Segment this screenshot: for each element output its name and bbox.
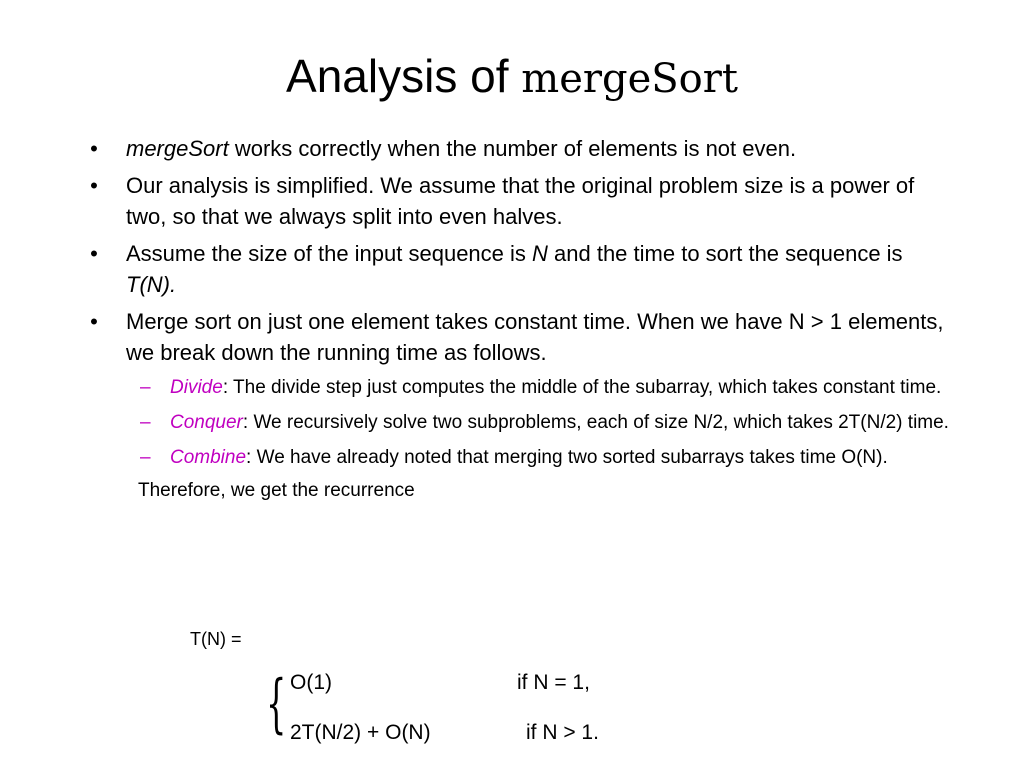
bullet-text: Assume the size of the input sequence is (126, 241, 533, 266)
bullet-emphasis: T(N). (126, 272, 177, 297)
bullet-text: Merge sort on just one element takes constant time. When we have N > 1 elements, we break down the running time as follows. (126, 309, 944, 365)
sub-marker: – (140, 447, 151, 468)
sub-keyword: Conquer (170, 412, 243, 433)
bullet-text: works correctly when the number of elements is not even. (228, 136, 797, 161)
bullet-list (84, 133, 954, 504)
case-2-value: 2T(N/2) + O(N) (290, 721, 431, 744)
sub-keyword: Divide (170, 377, 223, 398)
bullet-marker: • (90, 309, 98, 334)
sub-item-divide (84, 374, 954, 401)
bullet-text: Our analysis is simplified. We assume that the original problem size is a power of two, so that we always split into even halves. (126, 173, 915, 229)
title-code: mergeSort (521, 56, 738, 102)
bullet-text: and the time to sort the sequence is (547, 241, 903, 266)
title-text: Analysis of (286, 50, 522, 102)
therefore-text: Therefore, we get the recurrence (138, 480, 415, 501)
sub-text: : We have already noted that merging two sorted subarrays takes time O(N). (246, 447, 888, 468)
bullet-item (84, 238, 954, 300)
bullet-marker: • (90, 136, 98, 161)
sub-text: : The divide step just computes the middle of the subarray, which takes constant time. (222, 377, 942, 398)
brace-icon: { (266, 667, 287, 741)
sub-marker: – (140, 412, 151, 433)
sub-marker: – (140, 377, 151, 398)
slide-title (0, 44, 1024, 111)
bullet-item (84, 170, 954, 232)
recurrence-lhs: T(N) = (190, 629, 242, 649)
bullet-marker: • (90, 241, 98, 266)
bullet-marker: • (90, 173, 98, 198)
sub-item-conquer (84, 409, 954, 436)
sub-text: : We recursively solve two subproblems, each of size N/2, which takes 2T(N/2) time. (242, 412, 949, 433)
sub-item-combine (84, 444, 954, 471)
bullet-item (84, 133, 954, 164)
case-2-condition: if N > 1. (526, 721, 599, 744)
case-1-condition: if N = 1, (517, 671, 590, 694)
case-1-value: O(1) (290, 671, 332, 694)
sub-keyword: Combine (170, 447, 247, 468)
bullet-item (84, 306, 954, 368)
bullet-emphasis: N (532, 241, 548, 266)
bullet-emphasis: mergeSort (126, 136, 229, 161)
